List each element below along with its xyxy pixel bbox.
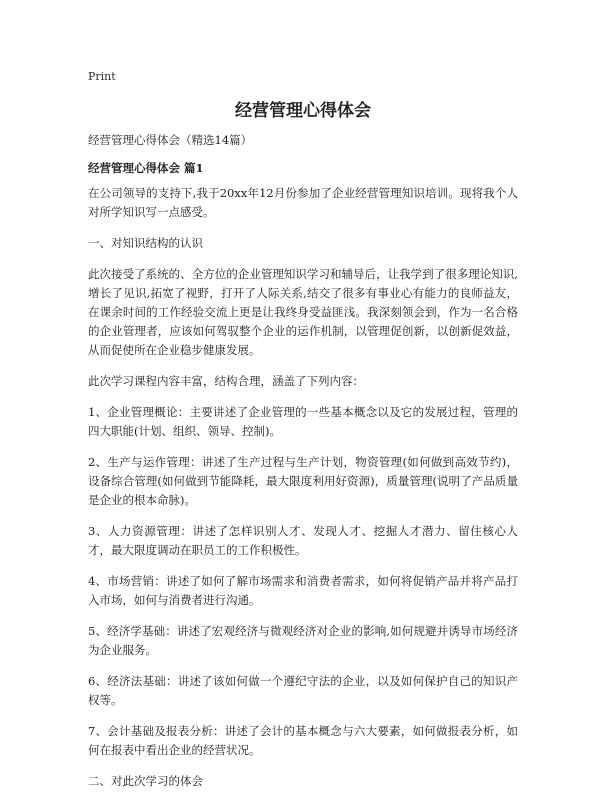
document-title: 经营管理心得体会 <box>235 101 371 121</box>
list-item-production: 2、生产与运作管理：讲述了生产过程与生产计划，物资管理(如何做到高效节约)，设备综合管理(如何做到节能降耗，最大限度利用好资源)，质量管理(说明了产品质量是企业的根本命脉)。 <box>88 455 518 507</box>
paragraph-knowledge: 此次接受了系统的、全方位的企业管理知识学习和辅导后，让我学到了很多理论知识,增长了见识,拓宽了视野，打开了人际关系,结交了很多有事业心有能力的良师益友，在课余时间的工作经验交流上更是让我终身受益匪浅。我深刻领会到，作为一名合格的企业管理者，应该如何驾驭整个企业的运作机制，以管理促创新，以创新促效益，从而促使所在企业稳步健康发展。 <box>88 267 518 357</box>
section-heading: 经营管理心得体会 篇1 <box>88 161 204 175</box>
paragraph-course-content: 此次学习课程内容丰富，结构合理，涵盖了下列内容： <box>88 374 364 388</box>
print-link[interactable]: Print <box>88 70 116 83</box>
list-item-management-overview: 1、企业管理概论：主要讲述了企业管理的一些基本概念以及它的发展过程，管理的四大职能(计划、组织、领导、控制)。 <box>88 405 518 438</box>
list-item-hr: 3、人力资源管理：讲述了怎样识别人才、发现人才、挖掘人才潜力、留住核心人才，最大限度调动在职员工的工作积极性。 <box>88 524 518 557</box>
list-item-economic-law: 6、经济法基础：讲述了该如何做一个遵纪守法的企业，以及如何保护自己的知识产权等。 <box>88 674 518 707</box>
heading-study-reflection: 二、对此次学习的体会 <box>88 774 203 788</box>
list-item-marketing: 4、市场营销：讲述了如何了解市场需求和消费者需求，如何将促销产品并将产品打入市场，如何与消费者进行沟通。 <box>88 574 518 607</box>
list-item-economics: 5、经济学基础：讲述了宏观经济与微观经济对企业的影响,如何规避并诱导市场经济为企业服务。 <box>88 624 518 657</box>
list-item-accounting: 7、会计基础及报表分析：讲述了会计的基本概念与六大要素，如何做报表分析，如何在报表中看出企业的经营状况。 <box>88 724 518 757</box>
paragraph-intro: 在公司领导的支持下,我于20xx年12月份参加了企业经营管理知识培训。现将我个人对所学知识写一点感受。 <box>88 186 518 219</box>
document-subtitle: 经营管理心得体会（精选14篇） <box>88 133 253 147</box>
article-body <box>88 184 518 803</box>
heading-knowledge-structure: 一、对知识结构的认识 <box>88 236 203 250</box>
